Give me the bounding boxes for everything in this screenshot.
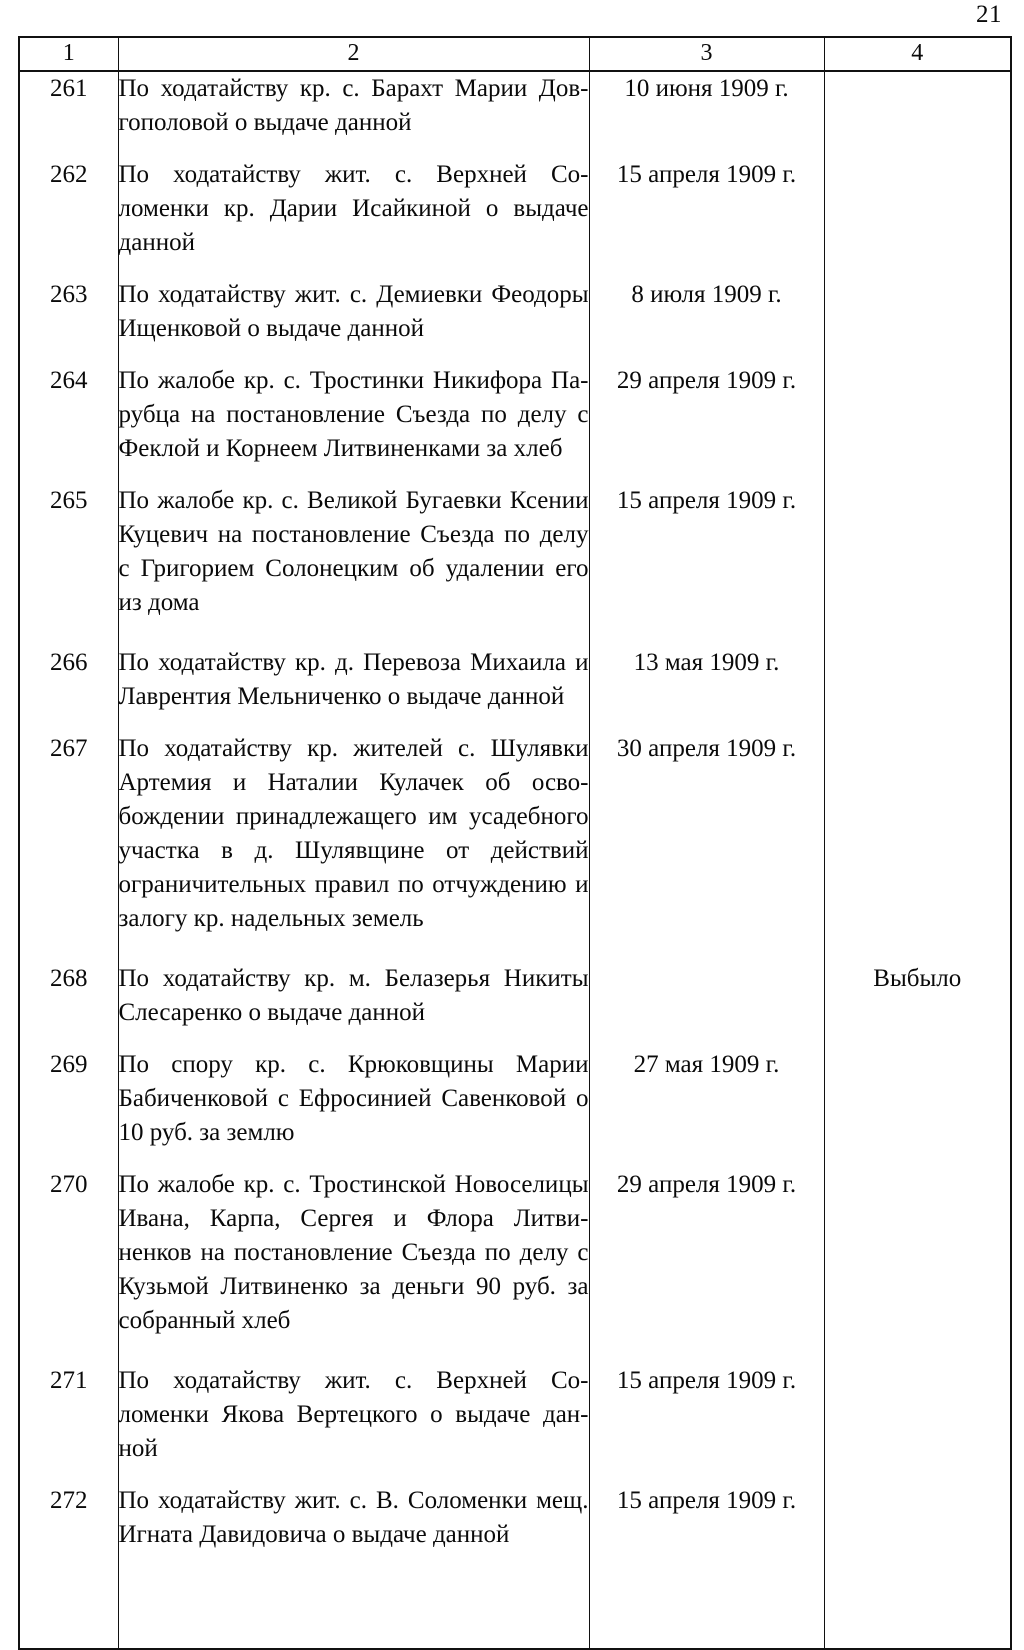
- subject-line: ломенки кр. Дарии Исайкиной о выдаче: [118, 195, 589, 222]
- row-number-cell: 269: [19, 1048, 118, 1168]
- row-note-cell: [824, 1048, 1011, 1168]
- table-row: [19, 1048, 1011, 1168]
- table-filler-cell: [824, 1570, 1011, 1649]
- row-subject-cell: [118, 1484, 589, 1570]
- row-number-cell: 266: [19, 646, 118, 732]
- table-row: [19, 278, 1011, 364]
- row-subject-cell: [118, 1364, 589, 1484]
- subject-line: ной: [118, 1435, 158, 1462]
- row-number-cell: 270: [19, 1168, 118, 1364]
- row-date-cell: 15 апреля 1909 г.: [589, 1364, 824, 1484]
- subject-line: По ходатайству жит. с. Демиевки Феодоры: [118, 281, 589, 308]
- subject-line: По спору кр. с. Крюковщины Марии: [118, 1051, 589, 1078]
- subject-line: По ходатайству жит. с. Верхней Со-: [118, 161, 589, 188]
- column-header-2: 2: [118, 37, 589, 71]
- row-number-cell: 263: [19, 278, 118, 364]
- subject-line: рубца на постановление Съезда по делу с: [118, 401, 589, 428]
- row-date-cell: 15 апреля 1909 г.: [589, 1484, 824, 1570]
- subject-line: По ходатайству жит. с. Верхней Со-: [118, 1367, 589, 1394]
- row-date-cell: 10 июня 1909 г.: [589, 71, 824, 158]
- table-row: [19, 1484, 1011, 1570]
- row-note-cell: [824, 1168, 1011, 1364]
- row-number-cell: 271: [19, 1364, 118, 1484]
- table-filler-cell: [589, 1570, 824, 1649]
- subject-line: По жалобе кр. с. Тростинской Новоселицы: [118, 1171, 589, 1198]
- page-number: 21: [976, 1, 1002, 28]
- subject-line: Бабиченковой с Ефросинией Савенковой о: [118, 1085, 589, 1112]
- table-filler-cell: [118, 1570, 589, 1649]
- subject-line: из дома: [118, 589, 200, 616]
- table-row: [19, 158, 1011, 278]
- subject-line: Кузьмой Литвиненко за деньги 90 руб. за: [118, 1273, 589, 1300]
- row-note-cell: [824, 278, 1011, 364]
- row-date-cell: 27 мая 1909 г.: [589, 1048, 824, 1168]
- row-subject-cell: [118, 1048, 589, 1168]
- row-note-cell: [824, 1484, 1011, 1570]
- table-filler-cell: [19, 1570, 118, 1649]
- subject-line: ломенки Якова Вертецкого о выдаче дан-: [118, 1401, 589, 1428]
- row-number-cell: 268: [19, 962, 118, 1048]
- row-number-cell: 265: [19, 484, 118, 646]
- subject-line: гополовой о выдаче данной: [118, 109, 412, 136]
- table-row: [19, 646, 1011, 732]
- row-number-cell: 261: [19, 71, 118, 158]
- row-subject-cell: [118, 484, 589, 646]
- subject-line: с Григорием Солонецким об удалении его: [118, 555, 589, 582]
- column-header-row: [19, 37, 1011, 71]
- row-subject-cell: [118, 364, 589, 484]
- table-header: [19, 37, 1011, 71]
- table-row: [19, 1364, 1011, 1484]
- subject-line: По ходатайству кр. д. Перевоза Михаила и: [118, 649, 589, 676]
- row-note-cell: [824, 646, 1011, 732]
- table-row: [19, 1168, 1011, 1364]
- row-note-cell: [824, 1364, 1011, 1484]
- row-subject-cell: [118, 71, 589, 158]
- subject-line: Феклой и Корнеем Литвиненками за хлеб: [118, 435, 563, 462]
- row-note-cell: Выбыло: [824, 962, 1011, 1048]
- subject-line: бождении принадлежащего им усадебного: [118, 803, 589, 830]
- subject-line: По жалобе кр. с. Великой Бугаевки Ксении: [118, 487, 589, 514]
- subject-line: По ходатайству кр. м. Белазерья Никиты: [118, 965, 589, 992]
- row-note-cell: [824, 364, 1011, 484]
- row-subject-cell: [118, 158, 589, 278]
- column-header-3: 3: [589, 37, 824, 71]
- table-row: [19, 962, 1011, 1048]
- row-number-cell: 262: [19, 158, 118, 278]
- subject-line: данной: [118, 229, 195, 256]
- row-date-cell: [589, 962, 824, 1048]
- table-body: [19, 71, 1011, 1649]
- row-date-cell: 8 июля 1909 г.: [589, 278, 824, 364]
- subject-line: 10 руб. за землю: [118, 1119, 295, 1146]
- subject-line: ненков на постановление Съезда по делу с: [118, 1239, 589, 1266]
- subject-line: участка в д. Шулявщине от действий: [118, 837, 589, 864]
- row-date-cell: 29 апреля 1909 г.: [589, 364, 824, 484]
- subject-line: собранный хлеб: [118, 1307, 291, 1334]
- subject-line: По ходатайству кр. жителей с. Шулявки: [118, 735, 589, 762]
- row-number-cell: 264: [19, 364, 118, 484]
- row-note-cell: [824, 484, 1011, 646]
- subject-line: залогу кр. надельных земель: [118, 905, 424, 932]
- row-date-cell: 15 апреля 1909 г.: [589, 484, 824, 646]
- subject-line: По ходатайству жит. с. В. Соломенки мещ.: [118, 1487, 589, 1514]
- subject-line: Слесаренко о выдаче данной: [118, 999, 426, 1026]
- table-filler-row: [19, 1570, 1011, 1649]
- table-row: [19, 484, 1011, 646]
- row-subject-cell: [118, 962, 589, 1048]
- row-date-cell: 13 мая 1909 г.: [589, 646, 824, 732]
- subject-line: По жалобе кр. с. Тростинки Никифора Па-: [118, 367, 589, 394]
- row-note-cell: [824, 71, 1011, 158]
- row-subject-cell: [118, 1168, 589, 1364]
- table-row: [19, 732, 1011, 962]
- subject-line: Ищенковой о выдаче данной: [118, 315, 424, 342]
- subject-line: Ивана, Карпа, Сергея и Флора Литви-: [118, 1205, 589, 1232]
- subject-line: Артемия и Наталии Кулачек об осво-: [118, 769, 589, 796]
- register-table: [18, 36, 1012, 1650]
- row-note-cell: [824, 732, 1011, 962]
- row-date-cell: 15 апреля 1909 г.: [589, 158, 824, 278]
- row-subject-cell: [118, 278, 589, 364]
- column-header-4: 4: [824, 37, 1011, 71]
- row-number-cell: 272: [19, 1484, 118, 1570]
- subject-line: Куцевич на постановление Съезда по делу: [118, 521, 589, 548]
- subject-line: ограничительных правил по отчуждению и: [118, 871, 589, 898]
- column-header-1: 1: [19, 37, 118, 71]
- row-date-cell: 30 апреля 1909 г.: [589, 732, 824, 962]
- subject-line: Игната Давидовича о выдаче данной: [118, 1521, 510, 1548]
- row-subject-cell: [118, 732, 589, 962]
- row-note-cell: [824, 158, 1011, 278]
- subject-line: По ходатайству кр. с. Барахт Марии Дов-: [118, 75, 589, 102]
- table-row: [19, 71, 1011, 158]
- subject-line: Лаврентия Мельниченко о выдаче данной: [118, 683, 565, 710]
- row-number-cell: 267: [19, 732, 118, 962]
- row-date-cell: 29 апреля 1909 г.: [589, 1168, 824, 1364]
- table-row: [19, 364, 1011, 484]
- row-subject-cell: [118, 646, 589, 732]
